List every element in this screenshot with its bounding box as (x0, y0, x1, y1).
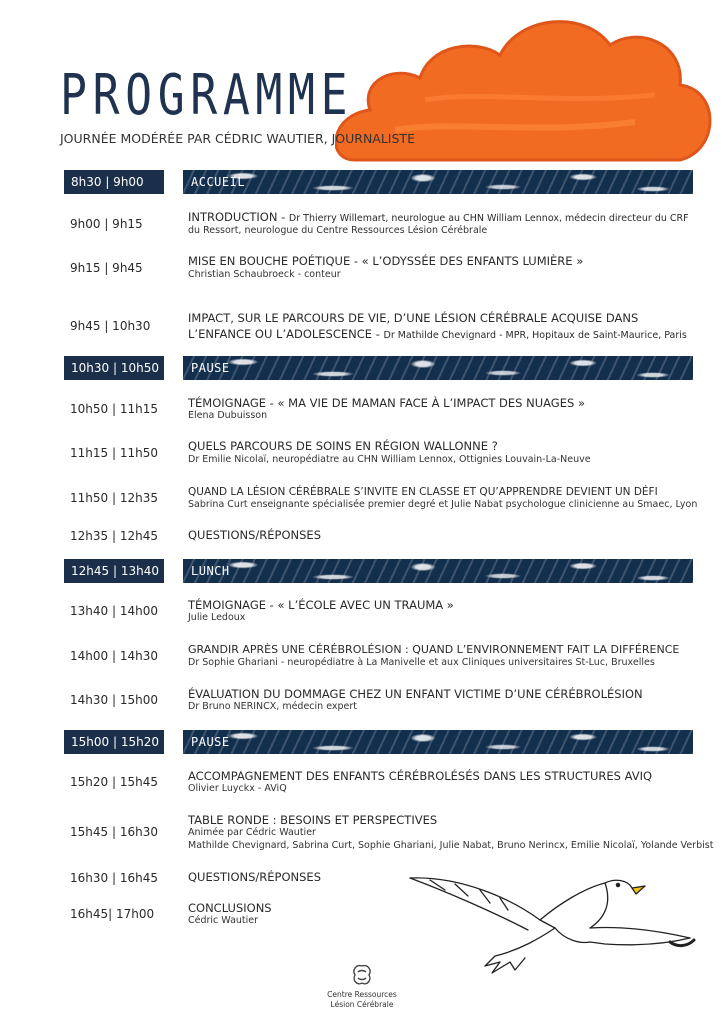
row-time: 9h15 | 9h45 (70, 261, 143, 275)
page-title: PROGRAMME (60, 63, 354, 128)
row-subtitle: Elena Dubuisson (188, 410, 268, 421)
row-subtitle: Dr Bruno NERINCX, médecin expert (188, 701, 358, 712)
row-title-text: INTRODUCTION - (188, 210, 289, 224)
row-time: 9h45 | 10h30 (70, 319, 151, 333)
page-subtitle: JOURNÉE MODÉRÉE PAR CÉDRIC WAUTIER, JOURNALISTE (60, 131, 415, 146)
row-title: QUESTIONS/RÉPONSES (188, 870, 321, 884)
row-title-line2 (188, 327, 708, 343)
row-participants: Mathilde Chevignard, Sabrina Curt, Sophie Ghariani, Julie Nabat, Bruno Nerincx, Emilie Nicolaï, Yolande Verbist (188, 840, 714, 851)
band-label (183, 356, 693, 380)
row-title: MISE EN BOUCHE POÉTIQUE - « L’ODYSSÉE DES ENFANTS LUMIÈRE » (188, 254, 584, 268)
band-label (183, 170, 693, 194)
band-lunch (0, 559, 724, 583)
row-time: 13h40 | 14h00 (70, 604, 158, 618)
row-subtitle: Christian Schaubroeck - conteur (188, 269, 341, 280)
band-label (183, 730, 693, 754)
band-label-text: ACCUEIL (191, 175, 246, 189)
band-pause-morning (0, 356, 724, 380)
row-speaker: Dr Thierry Willemart, neurologue au CHN William Lennox, médecin directeur du CRF (288, 213, 689, 224)
row-time: 14h00 | 14h30 (70, 649, 158, 663)
row-title-text: L’ENFANCE OU L’ADOLESCENCE - (188, 327, 384, 341)
row-time: 12h35 | 12h45 (70, 529, 158, 543)
row-subtitle: Dr Emilie Nicolaï, neuropédiatre au CHN William Lennox, Ottignies Louvain-La-Neuve (188, 454, 591, 465)
row-time: 16h45| 17h00 (70, 907, 155, 921)
row-title: QUESTIONS/RÉPONSES (188, 528, 321, 542)
row-time: 11h15 | 11h50 (70, 446, 158, 460)
row-title: TABLE RONDE : BESOINS ET PERSPECTIVES (188, 813, 438, 827)
row-title (188, 210, 708, 226)
row-subtitle: Olivier Luyckx - AViQ (188, 783, 287, 794)
row-title: GRANDIR APRÈS UNE CÉRÉBROLÉSION : QUAND L’ENVIRONNEMENT FAIT LA DIFFÉRENCE (188, 643, 680, 656)
row-subtitle: Julie Ledoux (188, 612, 246, 623)
band-pause-afternoon (0, 730, 724, 754)
row-title: QUAND LA LÉSION CÉRÉBRALE S’INVITE EN CLASSE ET QU’APPRENDRE DEVIENT UN DÉFI (188, 486, 658, 498)
footer-logo-text (312, 990, 412, 1010)
row-title: QUELS PARCOURS DE SOINS EN RÉGION WALLONNE ? (188, 439, 498, 453)
row-title: CONCLUSIONS (188, 901, 272, 915)
seagull-illustration (400, 858, 700, 978)
row-time: 10h50 | 11h15 (70, 402, 158, 416)
row-time: 15h45 | 16h30 (70, 825, 158, 839)
band-accueil (0, 170, 724, 194)
logo-line-1: Centre Ressources (327, 990, 397, 999)
band-time: 15h00 | 15h20 (64, 730, 164, 754)
row-subtitle: Sabrina Curt enseignante spécialisée premier degré et Julie Nabat psychologue clinicienne au Smaec, Lyon (188, 499, 698, 510)
band-time: 12h45 | 13h40 (64, 559, 164, 583)
row-title: TÉMOIGNAGE - « MA VIE DE MAMAN FACE À L’IMPACT DES NUAGES » (188, 396, 585, 410)
cloud-illustration (335, 10, 715, 180)
row-speaker: Dr Mathilde Chevignard - MPR, Hopitaux de Saint-Maurice, Paris (383, 330, 687, 341)
band-time: 8h30 | 9h00 (64, 170, 164, 194)
row-time: 14h30 | 15h00 (70, 693, 158, 707)
band-label (183, 559, 693, 583)
crlc-logo-icon (348, 962, 376, 988)
row-title: TÉMOIGNAGE - « L’ÉCOLE AVEC UN TRAUMA » (188, 598, 454, 612)
row-time: 11h50 | 12h35 (70, 491, 158, 505)
row-subtitle: du Ressort, neurologue du Centre Ressources Lésion Cérébrale (188, 225, 488, 236)
row-title: IMPACT, SUR LE PARCOURS DE VIE, D’UNE LÉSION CÉRÉBRALE ACQUISE DANS (188, 311, 639, 325)
row-time: 9h00 | 9h15 (70, 217, 143, 231)
row-subtitle: Animée par Cédric Wautier (188, 827, 316, 838)
band-label-text: PAUSE (191, 735, 230, 749)
row-title: ACCOMPAGNEMENT DES ENFANTS CÉRÉBROLÉSÉS DANS LES STRUCTURES AVIQ (188, 769, 653, 783)
row-subtitle: Dr Sophie Ghariani - neuropédiatre à La Manivelle et aux Cliniques universitaires St-Luc, Bruxelles (188, 657, 655, 668)
band-label-text: LUNCH (191, 564, 230, 578)
row-time: 15h20 | 15h45 (70, 775, 158, 789)
row-time: 16h30 | 16h45 (70, 871, 158, 885)
logo-line-2: Lésion Cérébrale (330, 1000, 394, 1009)
row-subtitle: Cédric Wautier (188, 915, 259, 926)
band-label-text: PAUSE (191, 361, 230, 375)
band-time: 10h30 | 10h50 (64, 356, 164, 380)
row-title: ÉVALUATION DU DOMMAGE CHEZ UN ENFANT VICTIME D’UNE CÉRÉBROLÉSION (188, 687, 643, 701)
